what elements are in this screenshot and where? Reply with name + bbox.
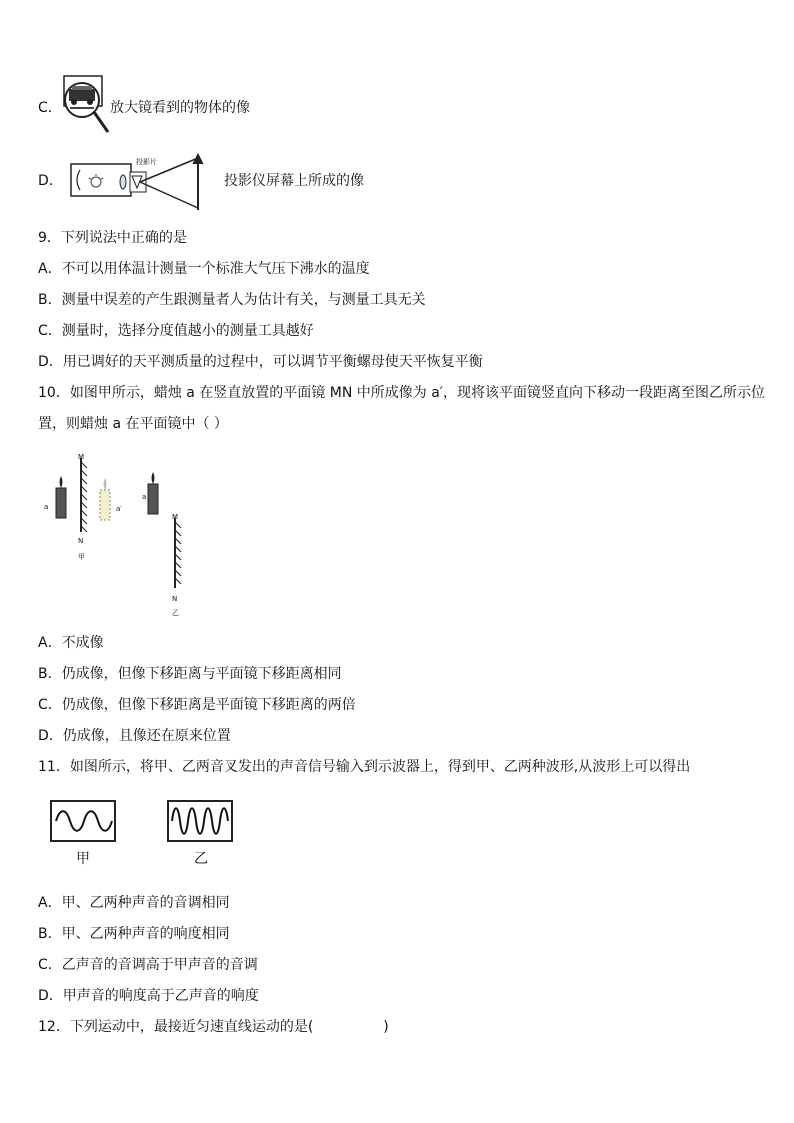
q9-option-a: A．不可以用体温计测量一个标准大气压下沸水的温度 <box>38 261 370 277</box>
q11-option-c: C．乙声音的音调高于甲声音的音调 <box>38 957 258 973</box>
option-d-label: D． <box>38 173 63 189</box>
q9-option-d: D．用已调好的天平测质量的过程中，可以调节平衡螺母使天平恢复平衡 <box>38 354 483 370</box>
q11-option-d: D．甲声音的响度高于乙声音的响度 <box>38 988 259 1004</box>
q10-option-a: A．不成像 <box>38 635 104 651</box>
q10-stem-line2: 置，则蜡烛 a 在平面镜中（ ） <box>38 416 228 432</box>
q11-option-b: B．甲、乙两种声音的响度相同 <box>38 926 230 942</box>
q10-option-b: B．仍成像，但像下移距离与平面镜下移距离相同 <box>38 666 342 682</box>
q10-stem-line1: 10．如图甲所示，蜡烛 a 在竖直放置的平面镜 MN 中所成像为 a′，现将该平面镜竖直向下移动一段距离至图乙所示位 <box>38 385 765 401</box>
candle-a-label-jia: a <box>44 503 49 511</box>
projector-slide-label: 投影片 <box>136 158 157 166</box>
q9-stem: 9．下列说法中正确的是 <box>38 230 187 246</box>
option-c-label: C． <box>38 100 62 116</box>
waveform-yi <box>167 800 233 842</box>
figure-yi-label: 乙 <box>172 609 179 617</box>
candle-a-label-yi: a <box>142 493 147 501</box>
waveform-jia-label: 甲 <box>76 851 90 867</box>
q10-option-c: C．仍成像，但像下移距离是平面镜下移距离的两倍 <box>38 697 356 713</box>
mirror-m-label-jia: M <box>78 453 85 461</box>
q9-option-b: B．测量中误差的产生跟测量者人为估计有关，与测量工具无关 <box>38 292 426 308</box>
q11-option-a: A．甲、乙两种声音的音调相同 <box>38 895 230 911</box>
option-c-text: 放大镜看到的物体的像 <box>110 100 250 116</box>
option-d-text: 投影仪屏幕上所成的像 <box>224 173 364 189</box>
waveform-jia <box>50 800 116 842</box>
magnifier-figure <box>60 74 116 138</box>
image-a-prime-label: a′ <box>116 505 122 513</box>
mirror-n-label-jia: N <box>78 537 84 545</box>
waveform-yi-label: 乙 <box>194 851 208 867</box>
mirror-m-label-yi: M <box>172 513 179 521</box>
mirror-n-label-yi: N <box>172 595 178 603</box>
q9-option-c: C．测量时，选择分度值越小的测量工具越好 <box>38 323 314 339</box>
q11-stem: 11．如图所示，将甲、乙两音叉发出的声音信号输入到示波器上，得到甲、乙两种波形,从波形上可以得出 <box>38 759 691 775</box>
figure-jia-label: 甲 <box>78 553 85 561</box>
q12-stem: 12．下列运动中，最接近匀速直线运动的是( ) <box>38 1019 389 1035</box>
q10-option-d: D．仍成像，且像还在原来位置 <box>38 728 231 744</box>
